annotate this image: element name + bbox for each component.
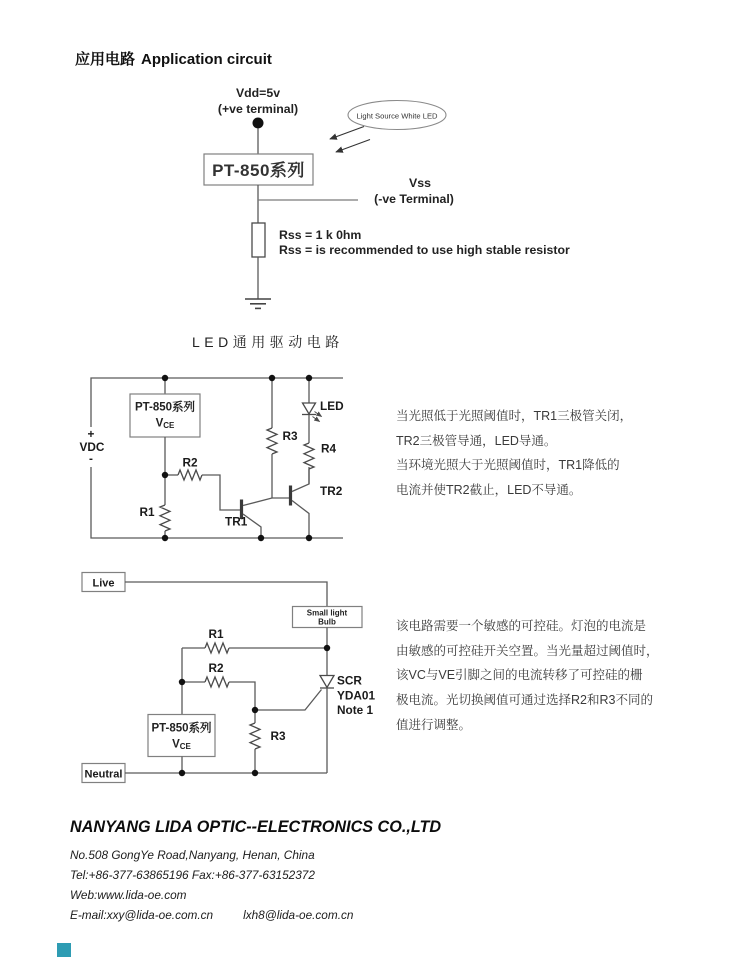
company-email-line <box>70 905 353 925</box>
circuit2-description <box>396 404 706 503</box>
tr1-collector <box>243 498 272 506</box>
vdd-label: Vdd=5v <box>235 86 281 100</box>
scr-label-3: Note 1 <box>337 703 374 717</box>
wire-live <box>125 582 327 607</box>
led-label: LED <box>320 399 344 413</box>
light-arrow-1 <box>330 127 364 140</box>
circuit2-schematic <box>0 360 400 560</box>
pt850-vce-label: PT-850系列 <box>151 722 212 735</box>
rss-resistor <box>252 223 265 257</box>
r4-resistor <box>304 443 314 469</box>
company-address: No.508 GongYe Road,Nanyang, Henan, China <box>70 848 315 862</box>
r1-resistor <box>160 505 170 531</box>
scr-label-1: SCR <box>337 673 362 688</box>
r3-resistor <box>250 723 260 749</box>
vdd-sub-label: (+ve terminal) <box>217 102 299 116</box>
r2-label: R2 <box>182 455 198 470</box>
r1-label: R1 <box>139 505 155 519</box>
neutral-label: Neutral <box>84 768 123 781</box>
page-title-zh: 应用电路 <box>75 51 136 68</box>
pt850-box-label: PT-850系列 <box>212 161 305 180</box>
r1-label: R1 <box>208 627 224 641</box>
vdc-minus: - <box>89 451 93 466</box>
scr-gate-wire <box>255 690 322 711</box>
pt850-vce-sub: VCE <box>155 417 175 430</box>
pt850-vce-box <box>130 394 200 437</box>
pt850-vce-label: PT-850系列 <box>134 401 196 414</box>
r4-label: R4 <box>321 441 337 456</box>
ground-icon <box>245 299 271 308</box>
vdc-plus: + <box>87 427 95 441</box>
tr1-label: TR1 <box>225 514 248 529</box>
page-title <box>75 48 272 69</box>
rss-note-1: Rss = 1 k 0hm <box>279 228 362 242</box>
r3-label: R3 <box>270 729 286 743</box>
wire-r2-right <box>229 682 255 710</box>
light-arrow-2 <box>336 140 370 153</box>
vdd-terminal-dot <box>253 118 264 129</box>
scr-icon <box>320 676 334 688</box>
circuit3-schematic <box>0 560 400 795</box>
description-line: 值进行调整。 <box>396 717 472 732</box>
supply-rails <box>91 378 343 538</box>
description-line: 该电路需要一个敏感的可控硅。灯泡的电流是 <box>396 619 647 633</box>
description-line: 电流并使TR2截止，LED不导通。 <box>396 483 582 498</box>
company-email-1: E-mail:xxy@lida-oe.com.cn <box>70 908 214 922</box>
vss-label: Vss <box>409 176 431 190</box>
vdc-label: VDC <box>79 440 105 454</box>
led-driver-section-title: LED通用驱动电路 <box>192 334 344 350</box>
description-line: TR2三极管导通，LED导通。 <box>396 433 557 448</box>
rss-note-2: Rss = is recommended to use high stable resistor <box>279 243 570 257</box>
circuit3-description <box>396 614 706 738</box>
tr2-emitter <box>292 501 309 539</box>
light-source-label: Light Source White LED <box>356 111 438 121</box>
page-title-en: Application circuit <box>141 51 272 68</box>
r3-resistor <box>267 428 277 454</box>
company-name: NANYANG LIDA OPTIC--ELECTRONICS CO.,LTD <box>70 818 442 836</box>
tr2-label: TR2 <box>320 484 343 498</box>
company-email-2: lxh8@lida-oe.com.cn <box>243 908 354 922</box>
wire-r2-to-tr1 <box>202 475 240 510</box>
led-ray-2 <box>313 417 320 422</box>
vss-sub-label: (-ve Terminal) <box>374 192 454 206</box>
live-label: Live <box>92 577 115 590</box>
r2-resistor <box>178 470 202 480</box>
description-line: 由敏感的可控硅开关空置。当光量超过阈值时， <box>396 643 659 658</box>
r2-label: R2 <box>208 661 224 675</box>
pt850-vce-sub: VCE <box>172 738 191 751</box>
led-icon <box>303 403 316 414</box>
company-info <box>70 845 353 925</box>
r2-resistor <box>205 677 229 687</box>
tr2-collector <box>292 467 309 492</box>
company-tel-fax: Tel:+86-377-63865196 Fax:+86-377-63152372 <box>70 868 315 882</box>
company-web: Web:www.lida-oe.com <box>70 888 187 902</box>
description-line: 极电流。光切换阈值可通过选择R2和R3不同的 <box>396 693 653 708</box>
description-line: 当环境光照大于光照阈值时，TR1降低的 <box>396 458 620 473</box>
circuit1-schematic <box>0 80 570 320</box>
r1-resistor <box>205 643 229 653</box>
description-line: 该VC与VE引脚之间的电流转移了可控硅的栅 <box>396 668 643 683</box>
description-line: 当光照低于光照阈值时，TR1三极管关闭， <box>396 409 633 423</box>
page-marker <box>57 943 71 957</box>
scr-label-2: YDA01 <box>337 688 376 703</box>
r3-label: R3 <box>282 429 298 443</box>
bulb-label-2: Bulb <box>318 617 336 627</box>
bulb-label-1: Small light <box>306 608 348 618</box>
